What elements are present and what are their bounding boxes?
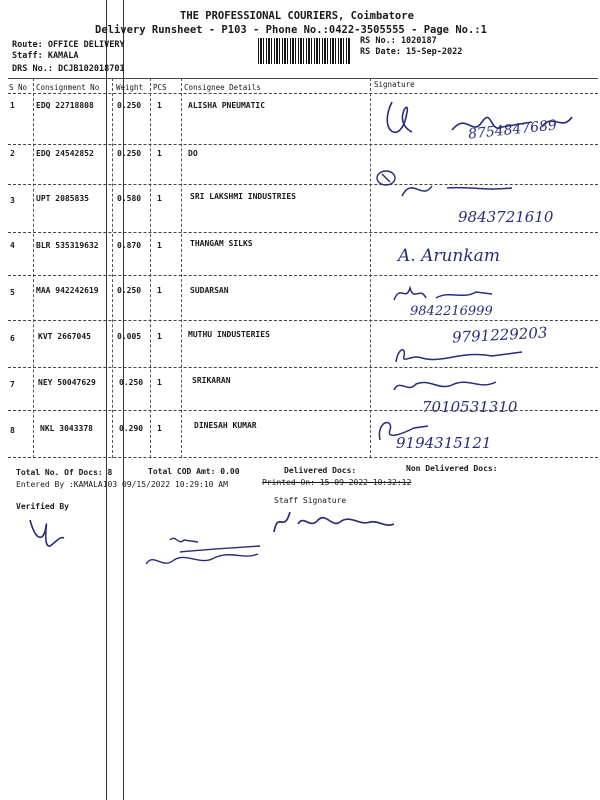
row-consignment: MAA 942242619 xyxy=(36,286,99,295)
delivered-docs: Delivered Docs: xyxy=(284,466,357,475)
row-signature-note: A. Arunkam xyxy=(398,246,500,266)
col-sep-4 xyxy=(181,78,182,458)
row-signature-note: 7010531310 xyxy=(422,398,518,416)
row-weight: 0.870 xyxy=(117,241,142,250)
left-margin-line-2 xyxy=(123,0,124,800)
signature-row8 xyxy=(374,416,434,448)
col-sno: S No xyxy=(9,83,28,92)
row-signature-note: 9843721610 xyxy=(458,208,554,226)
row-consignee: THANGAM SILKS xyxy=(190,239,253,248)
col-weight: Weight xyxy=(116,83,144,92)
rs-date: RS Date: 15-Sep-2022 xyxy=(360,47,463,57)
row-divider xyxy=(8,457,598,458)
row-sno: 2 xyxy=(10,149,15,158)
table-top-rule xyxy=(8,78,598,79)
company-name: THE PROFESSIONAL COURIERS, Coimbatore xyxy=(180,10,414,22)
row-pcs: 1 xyxy=(157,241,162,250)
route-label: Route: OFFICE DELIVERY xyxy=(12,40,125,50)
row-consignee: MUTHU INDUSTERIES xyxy=(188,330,270,339)
row-weight: 0.005 xyxy=(117,332,142,341)
row-divider xyxy=(8,275,598,276)
staff-label: Staff: KAMALA xyxy=(12,51,79,61)
row-signature-note: 8754847689 xyxy=(467,117,558,143)
row-consignment: EDQ 24542852 xyxy=(36,149,94,158)
staff-signature xyxy=(270,504,400,544)
row-consignee: SRIKARAN xyxy=(192,376,231,385)
row-consignee: ALISHA PNEUMATIC xyxy=(188,101,266,110)
col-signature: Signature xyxy=(374,80,415,89)
row-signature-note: 9194315121 xyxy=(396,434,492,452)
row-consignment: UPT 2085835 xyxy=(36,194,89,203)
printed-on: Printed On: 15-09-2022 10:32:12 xyxy=(262,478,412,487)
row-consignment: BLR 535319632 xyxy=(36,241,99,250)
col-sep-1 xyxy=(33,78,34,458)
col-consignee: Consignee Details xyxy=(184,83,261,92)
row-weight: 0.580 xyxy=(117,194,142,203)
row-sno: 5 xyxy=(10,288,15,297)
row-sno: 6 xyxy=(10,334,15,343)
verified-by-label: Verified By xyxy=(16,502,69,511)
row-consignment: NEY 50047629 xyxy=(38,378,96,387)
row-pcs: 1 xyxy=(157,378,162,387)
col-sep-5 xyxy=(370,78,371,458)
row-pcs: 1 xyxy=(157,194,162,203)
rs-number: RS No.: 1020187 xyxy=(360,36,437,46)
row-pcs: 1 xyxy=(157,332,162,341)
row-consignee: SUDARSAN xyxy=(190,286,229,295)
row-pcs: 1 xyxy=(157,101,162,110)
row-consignee: SRI LAKSHMI INDUSTRIES xyxy=(190,192,296,201)
row-pcs: 1 xyxy=(157,149,162,158)
staff-signature-label: Staff Signature xyxy=(274,496,347,505)
row-consignee: DINESAH KUMAR xyxy=(194,421,257,430)
signature-row5 xyxy=(392,282,512,310)
row-consignment: KVT 2667045 xyxy=(38,332,91,341)
drs-number: DRS No.: DCJB102018701 xyxy=(12,64,125,74)
signature-row3 xyxy=(372,166,600,210)
verified-signature xyxy=(24,512,74,556)
row-sno: 4 xyxy=(10,241,15,250)
runsheet-title: Delivery Runsheet - P103 - Phone No.:0422-3505555 - Page No.:1 xyxy=(95,24,487,36)
signature-row6 xyxy=(392,342,532,372)
row-weight: 0.250 xyxy=(117,286,142,295)
row-divider xyxy=(8,410,598,411)
col-consignment: Consignment No xyxy=(36,83,100,92)
row-divider xyxy=(8,232,598,233)
col-sep-3 xyxy=(150,78,151,458)
col-sep-2 xyxy=(112,78,113,458)
row-pcs: 1 xyxy=(157,424,162,433)
total-cod: Total COD Amt: 0.00 xyxy=(148,467,240,476)
col-pcs: PCS xyxy=(153,83,167,92)
total-docs: Total No. Of Docs: 8 xyxy=(16,468,113,477)
row-weight: 0.250 xyxy=(117,149,142,158)
barcode xyxy=(258,38,350,64)
row-weight: 0.250 xyxy=(119,378,144,387)
row-signature-note: 9791229203 xyxy=(451,323,548,347)
row-consignment: NKL 3043378 xyxy=(40,424,93,433)
extra-signature xyxy=(140,532,270,578)
signature-row1 xyxy=(372,92,600,156)
row-consignee: DO xyxy=(188,149,198,158)
row-sno: 7 xyxy=(10,380,15,389)
row-sno: 8 xyxy=(10,426,15,435)
non-delivered-docs: Non Delivered Docs: xyxy=(406,464,498,473)
row-signature-note: 9842216999 xyxy=(410,304,493,319)
row-divider xyxy=(8,320,598,321)
row-sno: 1 xyxy=(10,101,15,110)
row-weight: 0.250 xyxy=(117,101,142,110)
row-consignment: EDQ 22718808 xyxy=(36,101,94,110)
entered-by: Entered By :KAMALA103 09/15/2022 10:29:10 AM xyxy=(16,480,228,489)
left-margin-line xyxy=(106,0,107,800)
row-sno: 3 xyxy=(10,196,15,205)
row-pcs: 1 xyxy=(157,286,162,295)
row-weight: 0.290 xyxy=(119,424,144,433)
signature-row7 xyxy=(390,374,510,402)
